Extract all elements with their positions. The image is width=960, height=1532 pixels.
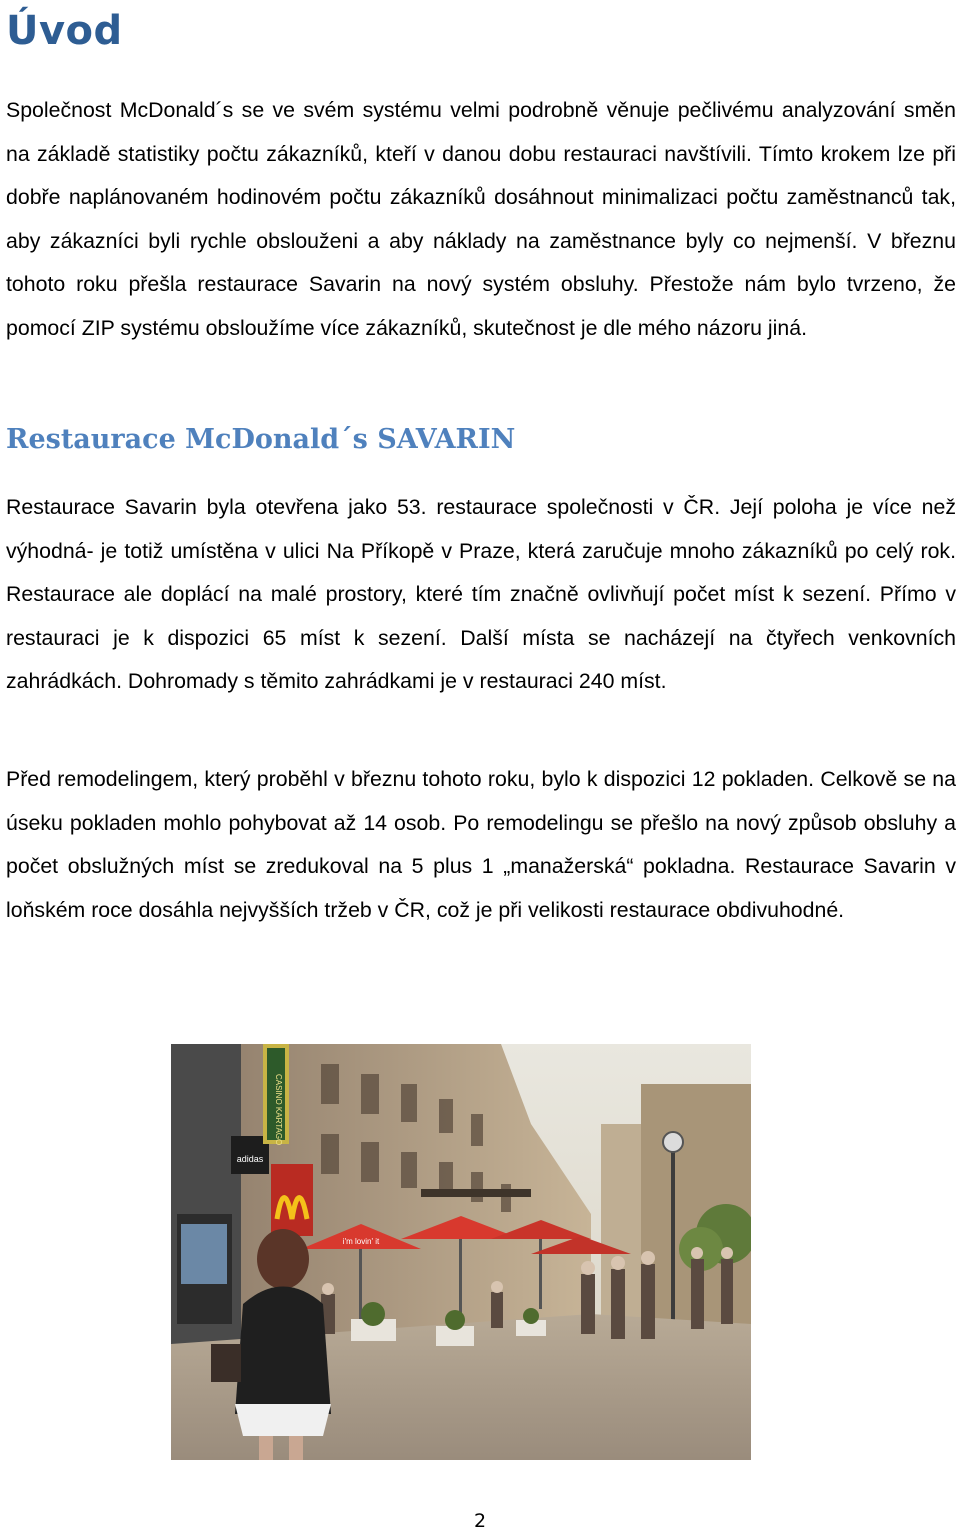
- adidas-sign: adidas: [236, 1154, 264, 1164]
- section-heading: Restaurace McDonald´s SAVARIN: [6, 424, 516, 455]
- page-title: Úvod: [6, 8, 123, 54]
- page-number: 2: [473, 1510, 487, 1532]
- remodeling-paragraph: Před remodelingem, který proběhl v březnu tohoto roku, bylo k dispozici 12 pokladen. Celkově se na úseku pokladen mohlo pohybovat až 14 osob. Po remodelingu se přešlo na nový způsob obsluhy a počet obslužných míst se zredukoval na 5 plus 1 „manažerská“ pokladna. Restaurace Savarin v loňském roce dosáhla nejvyšších tržeb v ČR, což je při velikosti restaurace obdivuhodné.: [6, 767, 956, 922]
- savarin-paragraph: Restaurace Savarin byla otevřena jako 53. restaurace společnosti v ČR. Její poloha je více než výhodná- je totiž umístěna v ulici Na Příkopě v Praze, která zaručuje mnoho zákazníků po celý rok. Restaurace ale doplácí na malé prostory, které tím značně ovlivňují počet míst k sezení. Přímo v restauraci je k dispozici 65 míst k sezení. Další místa se nacházejí na čtyřech venkovních zahrádkách. Dohromady s těmito zahrádkami je v restauraci 240 míst.: [6, 495, 956, 693]
- intro-paragraph: Společnost McDonald´s se ve svém systému velmi podrobně věnuje pečlivému analyzování směn na základě statistiky počtu zákazníků, kteří v danou dobu restauraci navštívili. Tímto krokem lze při dobře naplánovaném hodinovém počtu zákazníků dosáhnout minimalizaci počtu zaměstnanců tak, aby zákazníci byli rychle obslouženi a aby náklady na zaměstnance byly co nejmenší. V březnu tohoto roku přešla restaurace Savarin na nový systém obsluhy. Přestože nám bylo tvrzeno, že pomocí ZIP systému obsloužíme více zákazníků, skutečnost je dle mého názoru jiná.: [6, 98, 956, 340]
- street-photo: [171, 1044, 751, 1460]
- casino-sign: CASINO KARTAGO: [274, 1074, 283, 1146]
- umbrella-sign: i'm lovin' it: [342, 1237, 380, 1246]
